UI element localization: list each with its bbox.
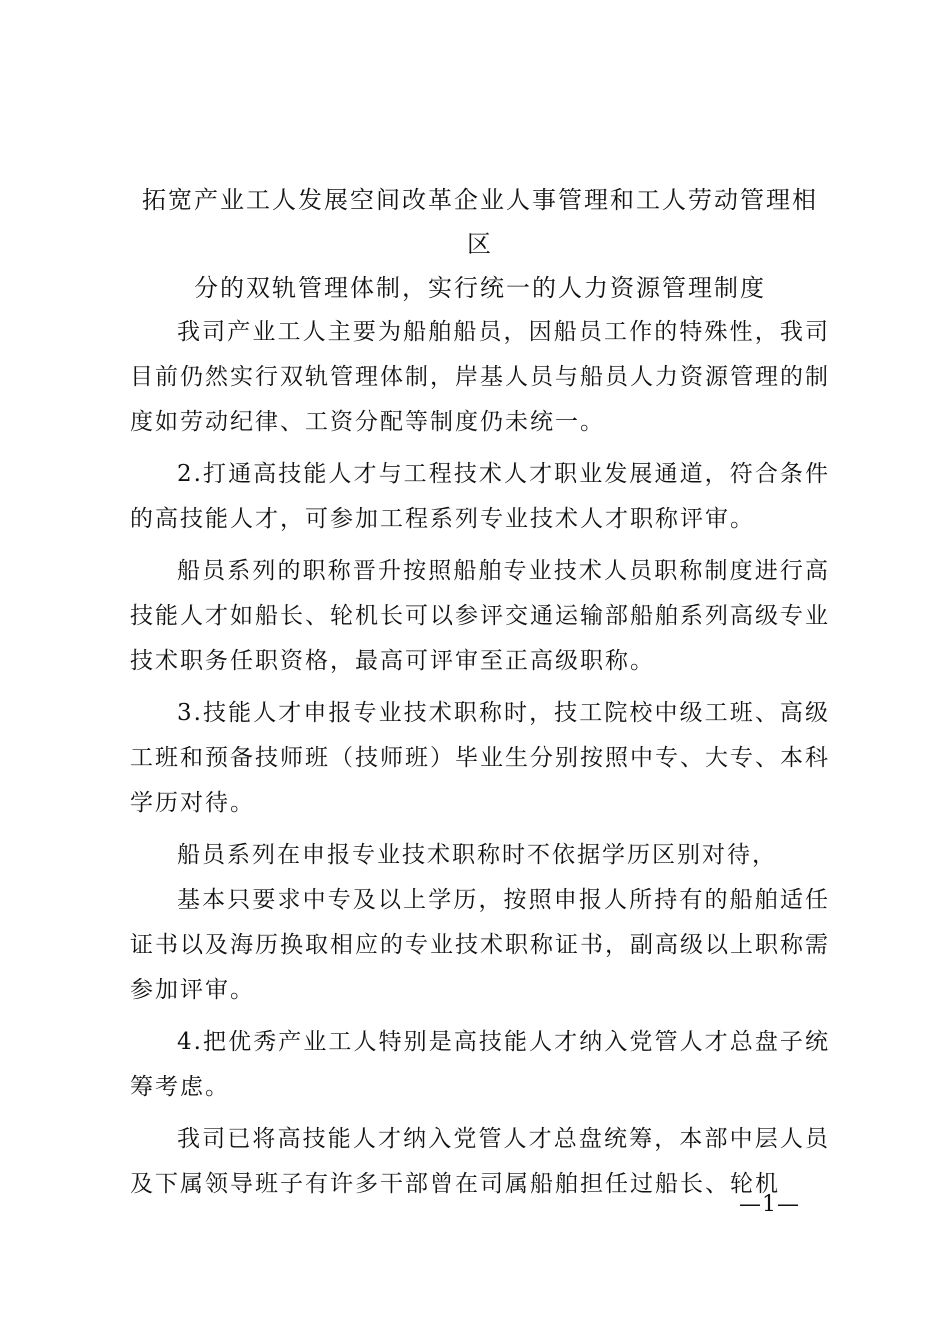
paragraph-6: 基本只要求中专及以上学历，按照申报人所持有的船舶适任证书以及海历换取相应的专业技术职称证书，副高级以上职称需参加评审。 [130,887,830,1003]
paragraph-7: 4.把优秀产业工人特别是高技能人才纳入党管人才总盘子统筹考虑。 [130,1029,830,1100]
title-line-1: 拓宽产业工人发展空间改革企业人事管理和工人劳动管理相区 [142,186,818,258]
paragraph-4: 3.技能人才申报专业技术职称时，技工院校中级工班、高级工班和预备技师班（技师班）毕业生分别按照中专、大专、本科学历对待。 [130,700,830,816]
paragraph-1: 我司产业工人主要为船舶船员，因船员工作的特殊性，我司目前仍然实行双轨管理体制，岸基人员与船员人力资源管理的制度如劳动纪律、工资分配等制度仍未统一。 [130,319,830,435]
paragraph-2: 2.打通高技能人才与工程技术人才职业发展通道，符合条件的高技能人才，可参加工程系列专业技术人才职称评审。 [130,461,830,532]
paragraph-8: 我司已将高技能人才纳入党管人才总盘统筹，本部中层人员及下属领导班子有许多干部曾在司属船舶担任过船长、轮机 [130,1126,830,1197]
paragraph-5: 船员系列在申报专业技术职称时不依据学历区别对待， [177,842,777,868]
title-line-2: 分的双轨管理体制，实行统一的人力资源管理制度 [194,274,766,302]
document-title [130,178,830,310]
document-body [130,178,830,1207]
paragraph-3: 船员系列的职称晋升按照船舶专业技术人员职称制度进行高技能人才如船长、轮机长可以参评交通运输部船舶系列高级专业技术职务任职资格，最高可评审至正高级职称。 [130,558,830,674]
page-number: —1— [739,1192,800,1217]
